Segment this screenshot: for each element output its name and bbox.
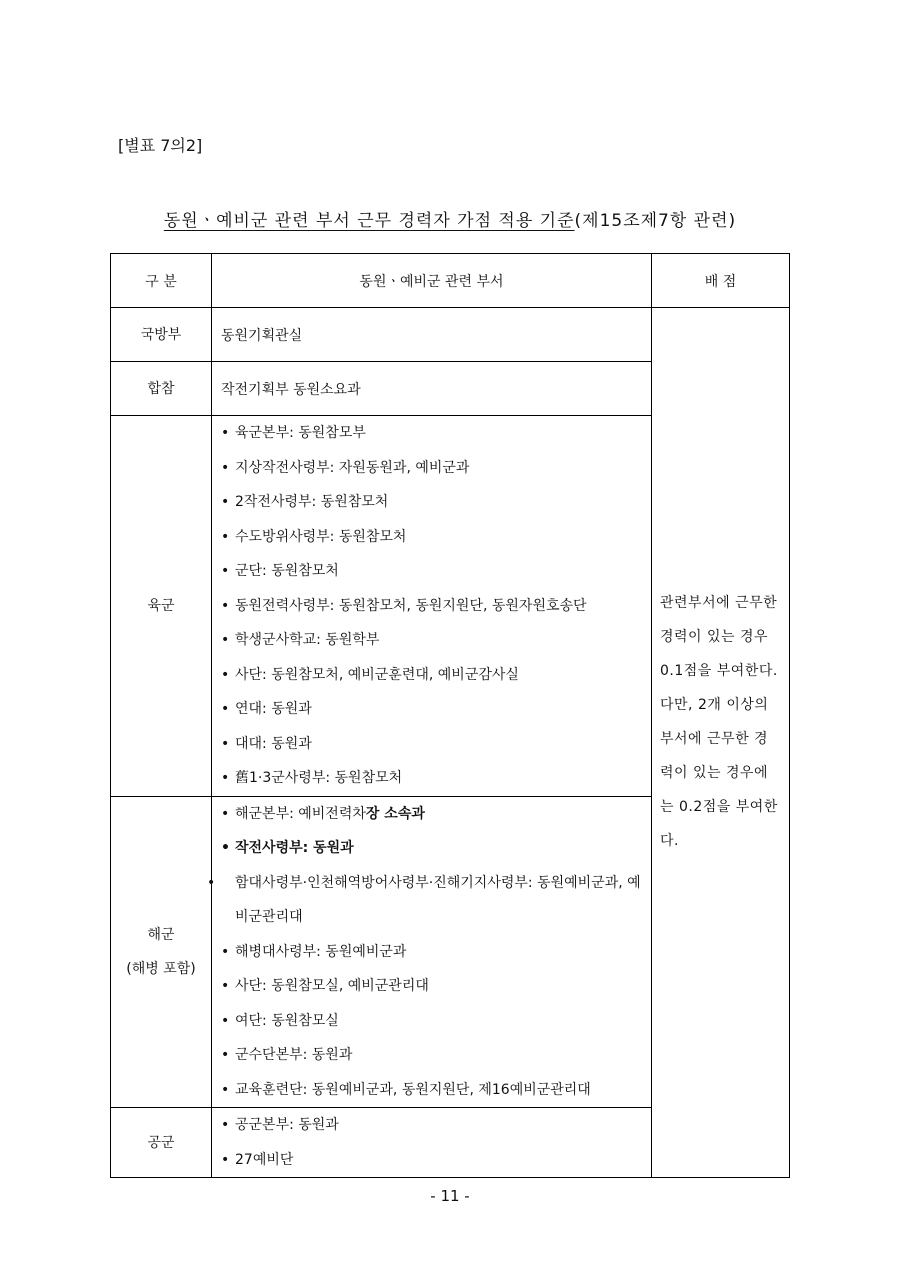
title-suffix: (제15조제7항 관련) <box>574 211 737 231</box>
list-item: • 사단: 동원참모실, 예비군관리대 <box>221 978 429 994</box>
list-item: • 연대: 동원과 <box>221 701 312 717</box>
list-item: • 육군본부: 동원참모부 <box>221 425 366 441</box>
category-label: 해군 <box>147 926 175 943</box>
list-item: • 해군본부: 예비전력차장 소속과 <box>221 805 425 822</box>
list-item: • 군수단본부: 동원과 <box>221 1047 353 1063</box>
list-item: • 해병대사령부: 동원예비군과 <box>221 943 407 960</box>
header-department: 동원ㆍ예비군 관련 부서 <box>212 254 652 308</box>
list-item: • 지상작전사령부: 자원동원과, 예비군과 <box>221 459 470 476</box>
list-item: • 舊1·3군사령부: 동원참모처 <box>221 770 403 786</box>
list-item: • 작전사령부: 동원과 <box>221 840 354 856</box>
category-cell: 합참 <box>111 362 212 416</box>
list-item: • 수도방위사령부: 동원참모처 <box>221 528 407 545</box>
page-number: - 11 - <box>430 1187 470 1205</box>
list-item: • 함대사령부·인천해역방어사령부·진해기지사령부: 동원예비군과, 예비군관리대 <box>207 874 641 925</box>
department-cell <box>207 796 652 1108</box>
list-item: • 대대: 동원과 <box>221 735 312 752</box>
category-cell: 공군 <box>111 1108 212 1178</box>
department-list <box>221 1108 651 1177</box>
table-row <box>111 308 790 362</box>
header-score: 배 점 <box>652 254 790 308</box>
department-cell <box>212 1108 652 1178</box>
department-list <box>221 416 651 796</box>
list-item: • 군단: 동원참모처 <box>221 563 339 579</box>
department-list <box>207 797 651 1108</box>
category-cell: 육군 <box>111 416 212 797</box>
list-item: • 학생군사학교: 동원학부 <box>221 632 380 648</box>
list-item: • 공군본부: 동원과 <box>221 1117 339 1133</box>
list-item: • 사단: 동원참모처, 예비군훈련대, 예비군감사실 <box>221 666 519 683</box>
list-item: • 여단: 동원참모실 <box>221 1012 339 1029</box>
list-item: • 2작전사령부: 동원참모처 <box>221 494 389 510</box>
title-main: 동원ㆍ예비군 관련 부서 근무 경력자 가점 적용 기준 <box>163 211 575 231</box>
department-cell: 작전기획부 동원소요과 <box>212 362 652 416</box>
score-cell: 관련부서에 근무한 경력이 있는 경우 0.1점을 부여한다. 다만, 2개 이상의 부서에 근무한 경력이 있는 경우에는 0.2점을 부여한다. <box>652 308 790 1178</box>
list-item: • 27예비단 <box>221 1151 294 1168</box>
category-sub-label: (해병 포함) <box>126 960 196 977</box>
document-title <box>0 206 900 231</box>
appendix-label: [별표 7의2] <box>118 136 203 155</box>
criteria-table <box>110 253 790 1178</box>
category-cell: 국방부 <box>111 308 212 362</box>
department-cell <box>212 416 652 797</box>
header-category: 구 분 <box>111 254 212 308</box>
list-item: • 동원전력사령부: 동원참모처, 동원지원단, 동원자원호송단 <box>221 597 587 614</box>
category-cell <box>111 796 212 1108</box>
list-item: • 교육훈련단: 동원예비군과, 동원지원단, 제16예비군관리대 <box>221 1081 591 1098</box>
department-cell: 동원기획관실 <box>212 308 652 362</box>
